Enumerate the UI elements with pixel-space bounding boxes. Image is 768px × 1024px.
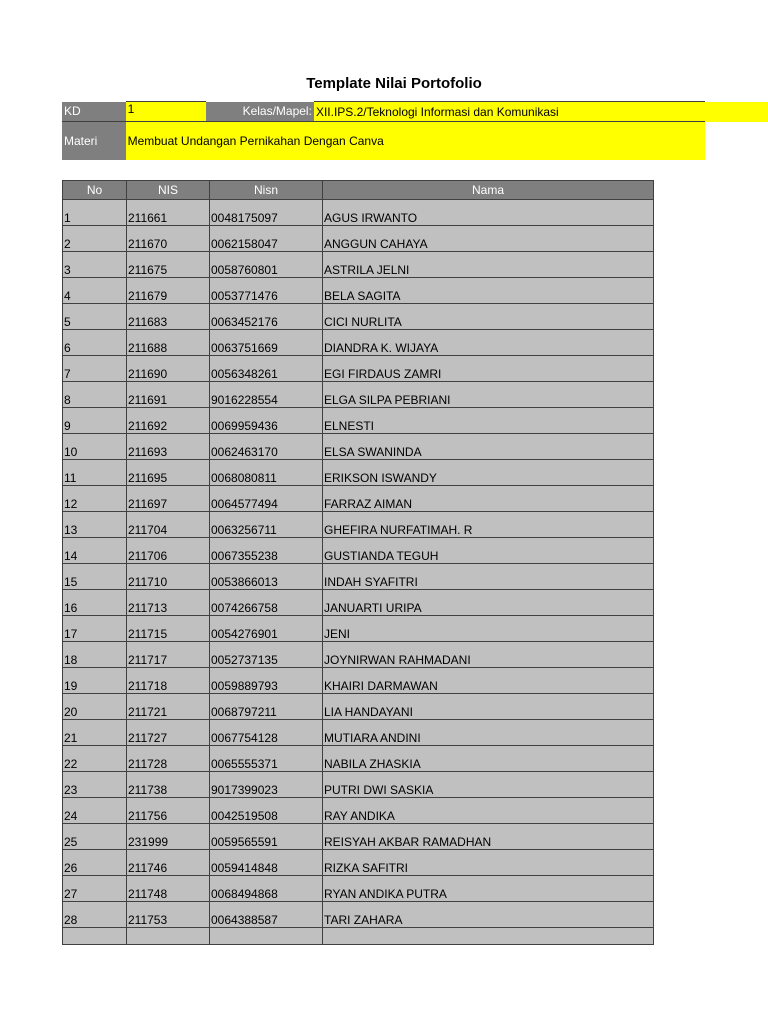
kd-label: KD: [62, 102, 126, 122]
nama-cell[interactable]: DIANDRA K. WIJAYA: [323, 330, 654, 356]
table-row: [63, 408, 654, 434]
nis-cell[interactable]: 211695: [127, 460, 210, 486]
table-row: [63, 512, 654, 538]
column-header-nis: NIS: [127, 181, 210, 200]
nis-cell[interactable]: 231999: [127, 824, 210, 850]
nama-cell[interactable]: ANGGUN CAHAYA: [323, 226, 654, 252]
no-cell[interactable]: 1: [63, 200, 127, 226]
nis-cell[interactable]: 211746: [127, 850, 210, 876]
nisn-cell[interactable]: 0063256711: [210, 512, 323, 538]
table-row: [63, 642, 654, 668]
nisn-cell[interactable]: 0059565591: [210, 824, 323, 850]
no-cell[interactable]: 17: [63, 616, 127, 642]
nisn-cell[interactable]: 9017399023: [210, 772, 323, 798]
nisn-cell[interactable]: 0062158047: [210, 226, 323, 252]
nisn-cell[interactable]: 0056348261: [210, 356, 323, 382]
nama-cell[interactable]: RYAN ANDIKA PUTRA: [323, 876, 654, 902]
column-header-nisn: Nisn: [210, 181, 323, 200]
nama-cell[interactable]: RAY ANDIKA: [323, 798, 654, 824]
nisn-cell[interactable]: 0068080811: [210, 460, 323, 486]
table-row: [63, 590, 654, 616]
nama-cell[interactable]: TARI ZAHARA: [323, 902, 654, 928]
table-row: [63, 876, 654, 902]
empty-cell: [705, 122, 768, 160]
table-row: [63, 330, 654, 356]
no-cell[interactable]: 27: [63, 876, 127, 902]
kelas-label: Kelas/Mapel:: [206, 102, 314, 122]
nis-cell[interactable]: 211688: [127, 330, 210, 356]
table-row: [63, 824, 654, 850]
nama-cell[interactable]: ASTRILA JELNI: [323, 252, 654, 278]
student-table: [62, 180, 654, 945]
nama-cell[interactable]: NABILA ZHASKIA: [323, 746, 654, 772]
table-row: [63, 200, 654, 226]
table-row: [63, 382, 654, 408]
nis-cell[interactable]: 211670: [127, 226, 210, 252]
nis-cell[interactable]: 211679: [127, 278, 210, 304]
nisn-cell[interactable]: 0052737135: [210, 642, 323, 668]
table-row: [63, 694, 654, 720]
nisn-cell[interactable]: 0065555371: [210, 746, 323, 772]
nis-cell[interactable]: 211717: [127, 642, 210, 668]
empty-cell[interactable]: [127, 928, 210, 945]
no-cell[interactable]: 26: [63, 850, 127, 876]
nama-cell[interactable]: ELGA SILPA PEBRIANI: [323, 382, 654, 408]
nis-cell[interactable]: 211728: [127, 746, 210, 772]
no-cell[interactable]: 6: [63, 330, 127, 356]
table-row: [63, 850, 654, 876]
nama-cell[interactable]: JENI: [323, 616, 654, 642]
nama-cell[interactable]: ELNESTI: [323, 408, 654, 434]
nisn-cell[interactable]: 0059414848: [210, 850, 323, 876]
table-row: [63, 486, 654, 512]
nama-cell[interactable]: EGI FIRDAUS ZAMRI: [323, 356, 654, 382]
nis-cell[interactable]: 211718: [127, 668, 210, 694]
nisn-cell[interactable]: 0063751669: [210, 330, 323, 356]
nama-cell[interactable]: CICI NURLITA: [323, 304, 654, 330]
nisn-cell[interactable]: 0059889793: [210, 668, 323, 694]
no-cell[interactable]: 15: [63, 564, 127, 590]
nama-cell[interactable]: FARRAZ AIMAN: [323, 486, 654, 512]
nis-cell[interactable]: 211683: [127, 304, 210, 330]
nama-cell[interactable]: MUTIARA ANDINI: [323, 720, 654, 746]
no-cell[interactable]: 2: [63, 226, 127, 252]
table-row: [63, 538, 654, 564]
nama-cell[interactable]: INDAH SYAFITRI: [323, 564, 654, 590]
table-row: [63, 772, 654, 798]
nama-cell[interactable]: ERIKSON ISWANDY: [323, 460, 654, 486]
nisn-cell[interactable]: 0063452176: [210, 304, 323, 330]
nama-cell[interactable]: LIA HANDAYANI: [323, 694, 654, 720]
no-cell[interactable]: 16: [63, 590, 127, 616]
nis-cell[interactable]: 211661: [127, 200, 210, 226]
kd-value[interactable]: 1: [126, 102, 206, 122]
no-cell[interactable]: 23: [63, 772, 127, 798]
no-cell[interactable]: 3: [63, 252, 127, 278]
header-info-table: [62, 101, 768, 160]
nisn-cell[interactable]: 0074266758: [210, 590, 323, 616]
kelas-value-overflow: [705, 102, 768, 122]
kelas-value[interactable]: XII.IPS.2/Teknologi Informasi dan Komunikasi: [314, 102, 705, 122]
table-row: [63, 252, 654, 278]
nisn-cell[interactable]: 0048175097: [210, 200, 323, 226]
nisn-cell[interactable]: 0067355238: [210, 538, 323, 564]
no-cell[interactable]: 20: [63, 694, 127, 720]
nis-cell[interactable]: 211713: [127, 590, 210, 616]
nama-cell[interactable]: GUSTIANDA TEGUH: [323, 538, 654, 564]
page-title: Template Nilai Portofolio: [306, 75, 482, 92]
nisn-cell[interactable]: 0054276901: [210, 616, 323, 642]
no-cell[interactable]: 13: [63, 512, 127, 538]
no-cell[interactable]: 18: [63, 642, 127, 668]
no-cell[interactable]: 7: [63, 356, 127, 382]
table-row: [63, 668, 654, 694]
nisn-cell[interactable]: 0064388587: [210, 902, 323, 928]
nis-cell[interactable]: 211753: [127, 902, 210, 928]
nisn-cell[interactable]: 0068797211: [210, 694, 323, 720]
table-row: [63, 616, 654, 642]
no-cell[interactable]: 25: [63, 824, 127, 850]
nisn-cell[interactable]: 0058760801: [210, 252, 323, 278]
table-row: [63, 460, 654, 486]
nis-cell[interactable]: 211697: [127, 486, 210, 512]
nama-cell[interactable]: KHAIRI DARMAWAN: [323, 668, 654, 694]
nama-cell[interactable]: JANUARTI URIPA: [323, 590, 654, 616]
no-cell[interactable]: 9: [63, 408, 127, 434]
nis-cell[interactable]: 211691: [127, 382, 210, 408]
column-header-nama: Nama: [323, 181, 654, 200]
nisn-cell[interactable]: 0069959436: [210, 408, 323, 434]
nis-cell[interactable]: 211748: [127, 876, 210, 902]
nis-cell[interactable]: 211690: [127, 356, 210, 382]
nis-cell[interactable]: 211693: [127, 434, 210, 460]
nis-cell[interactable]: 211692: [127, 408, 210, 434]
no-cell[interactable]: 24: [63, 798, 127, 824]
no-cell[interactable]: 8: [63, 382, 127, 408]
table-header-row: [63, 181, 654, 200]
nama-cell[interactable]: BELA SAGITA: [323, 278, 654, 304]
table-row: [63, 434, 654, 460]
nama-cell[interactable]: PUTRI DWI SASKIA: [323, 772, 654, 798]
no-cell[interactable]: 11: [63, 460, 127, 486]
table-row: [63, 356, 654, 382]
nis-cell[interactable]: 211675: [127, 252, 210, 278]
nama-cell[interactable]: RIZKA SAFITRI: [323, 850, 654, 876]
nisn-cell[interactable]: 0053771476: [210, 278, 323, 304]
no-cell[interactable]: 5: [63, 304, 127, 330]
table-row: [63, 564, 654, 590]
nisn-cell[interactable]: 0062463170: [210, 434, 323, 460]
nama-cell[interactable]: ELSA SWANINDA: [323, 434, 654, 460]
nis-cell[interactable]: 211727: [127, 720, 210, 746]
nis-cell[interactable]: 211704: [127, 512, 210, 538]
no-cell[interactable]: 22: [63, 746, 127, 772]
table-row: [63, 798, 654, 824]
materi-label: Materi: [62, 122, 126, 160]
no-cell[interactable]: 4: [63, 278, 127, 304]
nisn-cell[interactable]: 0067754128: [210, 720, 323, 746]
table-row: [63, 902, 654, 928]
nisn-cell[interactable]: 0042519508: [210, 798, 323, 824]
nisn-cell[interactable]: 0068494868: [210, 876, 323, 902]
nis-cell[interactable]: 211706: [127, 538, 210, 564]
nis-cell[interactable]: 211756: [127, 798, 210, 824]
nis-cell[interactable]: 211721: [127, 694, 210, 720]
nama-cell[interactable]: AGUS IRWANTO: [323, 200, 654, 226]
no-cell[interactable]: 14: [63, 538, 127, 564]
empty-cell[interactable]: [63, 928, 127, 945]
empty-cell[interactable]: [323, 928, 654, 945]
table-row: [63, 304, 654, 330]
table-row: [63, 278, 654, 304]
nis-cell[interactable]: 211710: [127, 564, 210, 590]
column-header-no: No: [63, 181, 127, 200]
nis-cell[interactable]: 211715: [127, 616, 210, 642]
no-cell[interactable]: 28: [63, 902, 127, 928]
nama-cell[interactable]: JOYNIRWAN RAHMADANI: [323, 642, 654, 668]
table-row: [63, 226, 654, 252]
no-cell[interactable]: 19: [63, 668, 127, 694]
nisn-cell[interactable]: 0064577494: [210, 486, 323, 512]
no-cell[interactable]: 12: [63, 486, 127, 512]
nama-cell[interactable]: GHEFIRA NURFATIMAH. R: [323, 512, 654, 538]
empty-cell[interactable]: [210, 928, 323, 945]
table-row: [63, 746, 654, 772]
empty-table-row: [63, 928, 654, 945]
table-row: [63, 720, 654, 746]
no-cell[interactable]: 21: [63, 720, 127, 746]
nis-cell[interactable]: 211738: [127, 772, 210, 798]
nisn-cell[interactable]: 9016228554: [210, 382, 323, 408]
no-cell[interactable]: 10: [63, 434, 127, 460]
nama-cell[interactable]: REISYAH AKBAR RAMADHAN: [323, 824, 654, 850]
nisn-cell[interactable]: 0053866013: [210, 564, 323, 590]
materi-value[interactable]: Membuat Undangan Pernikahan Dengan Canva: [126, 122, 706, 160]
